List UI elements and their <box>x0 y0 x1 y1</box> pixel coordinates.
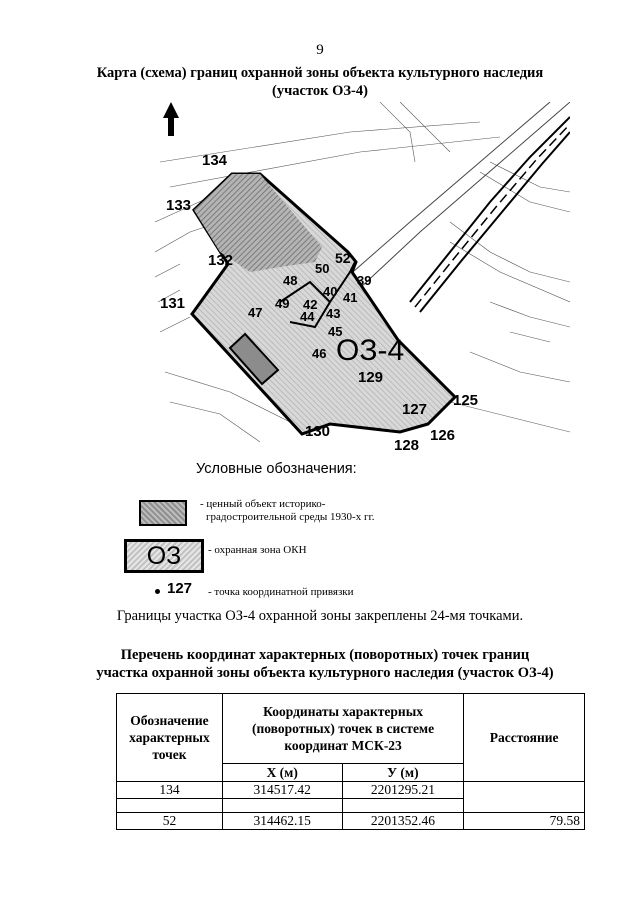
map-title-line2: (участок ОЗ-4) <box>272 83 368 99</box>
point-label: 42 <box>303 297 318 312</box>
map-title <box>60 64 580 100</box>
header-distance: Расстояние <box>464 694 585 782</box>
north-arrow-icon <box>163 102 179 136</box>
cell-empty <box>342 799 464 813</box>
legend-point-number: 127 <box>167 580 193 597</box>
legend-item-zone: - охранная зона ОКН <box>208 544 307 556</box>
point-label: 49 <box>275 296 290 311</box>
table-title <box>60 646 590 682</box>
cell-y: 2201352.46 <box>342 813 464 830</box>
point-label: 127 <box>402 401 428 418</box>
cell-distance: 79.58 <box>464 813 585 830</box>
point-label: 46 <box>312 346 327 361</box>
cell-distance-spacer <box>464 782 585 813</box>
point-marker-icon <box>155 589 160 594</box>
map-title-line1: Карта (схема) границ охранной зоны объекта культурного наследия <box>96 65 544 81</box>
zone-map <box>150 102 570 452</box>
cell-point: 52 <box>117 813 223 830</box>
legend-title: Условные обозначения: <box>196 461 357 477</box>
point-label: 39 <box>357 273 372 288</box>
cell-point: 134 <box>117 782 223 799</box>
header-coordinates: Координаты характерных (поворотных) точек в системе координат МСК-23 <box>222 694 463 764</box>
point-label: 52 <box>335 250 351 266</box>
table-row <box>117 813 585 830</box>
table-title-line2: участка охранной зоны объекта культурного наследия (участок ОЗ-4) <box>96 665 554 681</box>
point-label: 128 <box>394 437 420 452</box>
point-label: 126 <box>430 427 456 444</box>
point-label: 40 <box>323 284 338 299</box>
point-label: 134 <box>202 152 228 169</box>
map-drawing <box>150 102 570 452</box>
header-point-designation: Обозначение характерных точек <box>117 694 223 782</box>
legend-item-point: - точка координатной привязки <box>208 586 354 598</box>
point-label: 132 <box>208 252 234 269</box>
table-row <box>117 782 585 799</box>
point-label: 41 <box>343 290 358 305</box>
point-label: 133 <box>166 197 192 214</box>
point-label: 50 <box>315 261 330 276</box>
cell-x: 314462.15 <box>222 813 342 830</box>
protection-zone-swatch: ОЗ <box>124 539 204 573</box>
legend-item-historic <box>200 498 375 524</box>
point-label: 130 <box>305 423 331 440</box>
page-number: 9 <box>316 42 324 58</box>
cell-empty <box>117 799 223 813</box>
point-label: 44 <box>300 309 315 324</box>
point-label: 43 <box>326 306 341 321</box>
legend-item-historic-line1: - ценный объект историко- <box>200 498 326 510</box>
header-y: У (м) <box>342 764 464 782</box>
table-title-line1: Перечень координат характерных (поворотных) точек границ <box>120 647 530 663</box>
point-label: 125 <box>453 392 479 409</box>
cell-empty <box>222 799 342 813</box>
legend-item-historic-line2: градостроительной среды 1930-х гг. <box>206 511 375 523</box>
historic-object-swatch <box>139 500 187 526</box>
point-label: 129 <box>358 369 384 386</box>
point-label: 48 <box>283 273 298 288</box>
boundary-note: Границы участка ОЗ-4 охранной зоны закреплены 24-мя точками. <box>116 608 524 624</box>
point-label: 47 <box>248 305 263 320</box>
zone-label: ОЗ-4 <box>336 334 405 367</box>
cell-y: 2201295.21 <box>342 782 464 799</box>
point-label: 45 <box>328 324 343 339</box>
cell-x: 314517.42 <box>222 782 342 799</box>
point-label: 131 <box>160 295 186 312</box>
coordinates-table <box>116 693 585 830</box>
header-x: X (м) <box>222 764 342 782</box>
